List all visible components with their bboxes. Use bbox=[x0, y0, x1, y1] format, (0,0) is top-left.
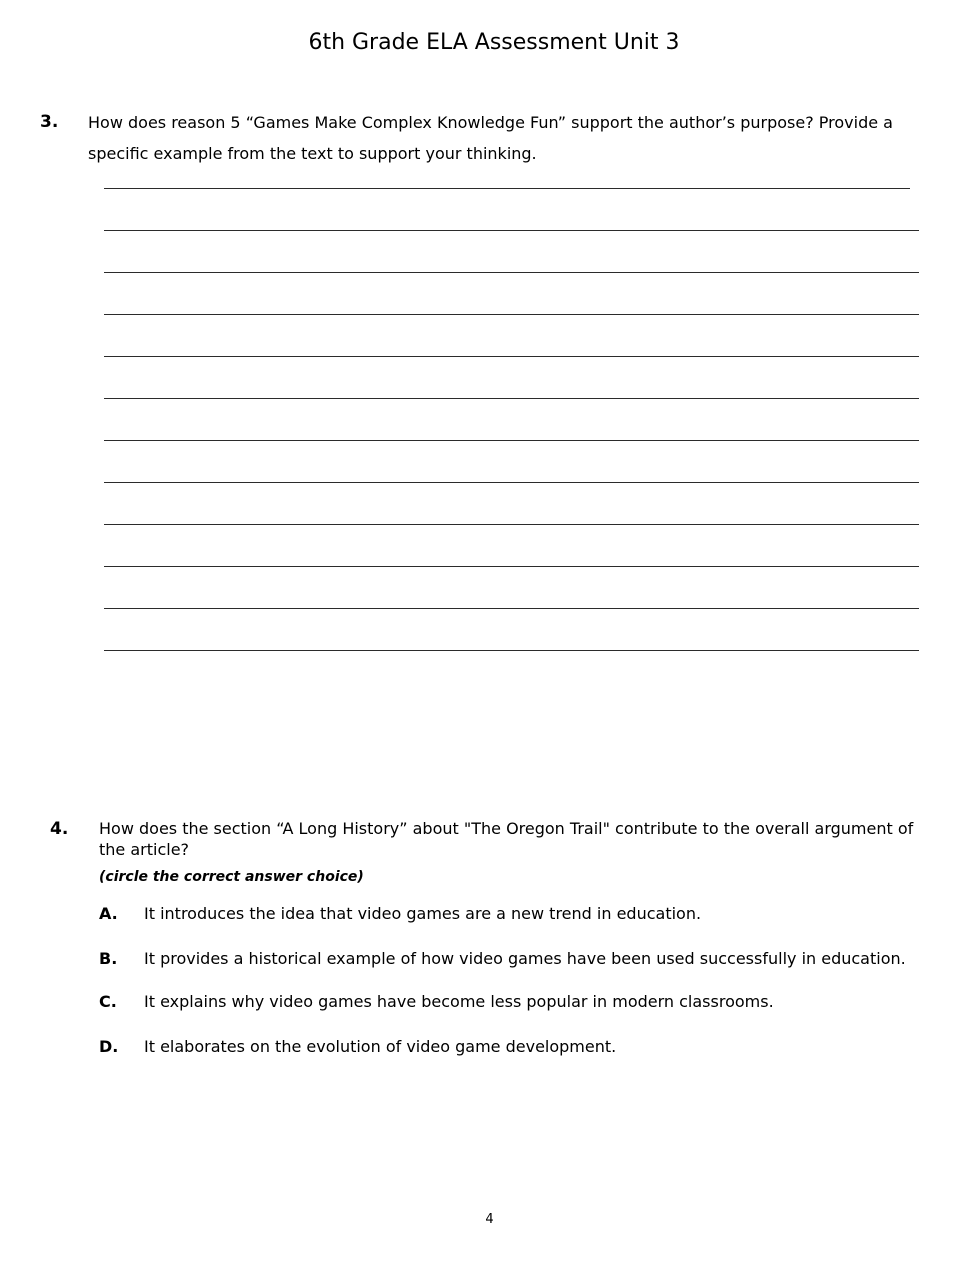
choice-letter: C. bbox=[99, 992, 117, 1011]
answer-line[interactable] bbox=[104, 314, 919, 315]
answer-line[interactable] bbox=[104, 650, 919, 651]
answer-line[interactable] bbox=[104, 188, 910, 189]
answer-line[interactable] bbox=[104, 356, 919, 357]
question-4-instruction: (circle the correct answer choice) bbox=[99, 869, 364, 885]
answer-choice-d[interactable] bbox=[99, 1036, 939, 1060]
choice-letter: B. bbox=[99, 949, 118, 968]
answer-line[interactable] bbox=[104, 524, 919, 525]
choice-text: It explains why video games have become less popular in modern classrooms. bbox=[144, 992, 774, 1011]
choice-letter: D. bbox=[99, 1037, 119, 1056]
choice-text: It elaborates on the evolution of video game development. bbox=[144, 1037, 617, 1056]
page-number: 4 bbox=[485, 1212, 494, 1227]
choice-letter: A. bbox=[99, 904, 118, 923]
answer-choice-b[interactable] bbox=[99, 948, 939, 972]
answer-choice-a[interactable] bbox=[99, 903, 939, 927]
answer-line[interactable] bbox=[104, 608, 919, 609]
page-title: 6th Grade ELA Assessment Unit 3 bbox=[308, 30, 680, 55]
answer-line[interactable] bbox=[104, 566, 919, 567]
choice-text: It provides a historical example of how video games have been used successfully in education. bbox=[144, 949, 906, 968]
question-3-prompt: How does reason 5 “Games Make Complex Knowledge Fun” support the author’s purpose? Provide a specific example from the text to support your thinking. bbox=[88, 113, 893, 163]
answer-line[interactable] bbox=[104, 482, 919, 483]
answer-line[interactable] bbox=[104, 272, 919, 273]
choice-text: It introduces the idea that video games are a new trend in education. bbox=[144, 904, 702, 923]
question-4-prompt: How does the section “A Long History” about "The Oregon Trail" contribute to the overall argument of the article? bbox=[99, 819, 914, 859]
answer-line[interactable] bbox=[104, 398, 919, 399]
answer-choice-c[interactable] bbox=[99, 991, 939, 1015]
answer-line[interactable] bbox=[104, 230, 919, 231]
question-4-number: 4. bbox=[50, 819, 69, 839]
question-3-number: 3. bbox=[40, 112, 59, 132]
answer-line[interactable] bbox=[104, 440, 919, 441]
